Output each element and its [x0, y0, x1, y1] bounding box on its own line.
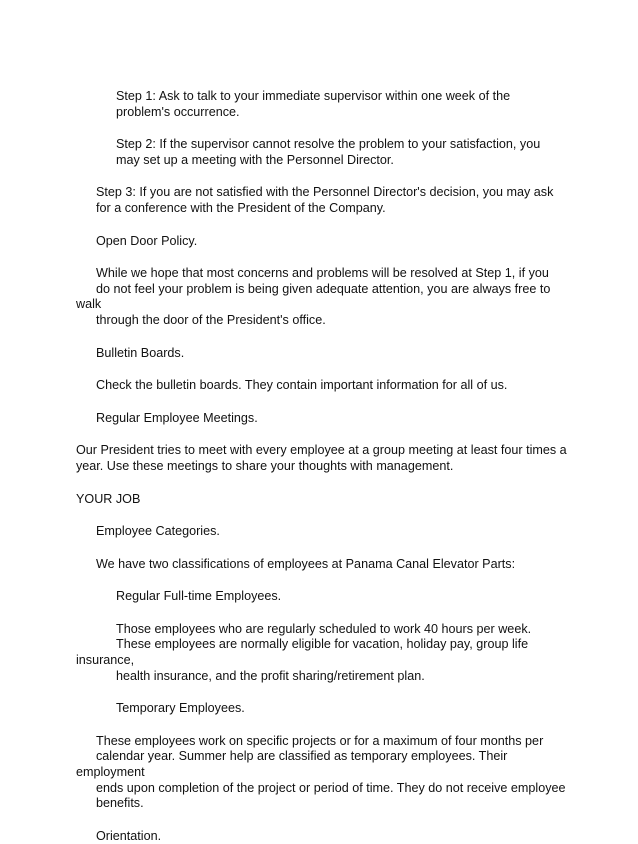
paragraph [76, 411, 578, 427]
paragraph [76, 234, 578, 250]
text-line: Temporary Employees. [116, 701, 245, 716]
text-line: benefits. [96, 796, 144, 811]
paragraph [76, 443, 578, 474]
text-line: Regular Employee Meetings. [96, 410, 258, 425]
text-line: Open Door Policy. [96, 233, 198, 248]
text-line: Our President tries to meet with every employee at a group meeting at least four times a [76, 443, 567, 458]
paragraph [76, 622, 578, 684]
paragraph [76, 137, 578, 168]
text-line: Orientation. [96, 828, 162, 843]
text-line: Step 1: Ask to talk to your immediate supervisor within one week of the [116, 89, 511, 103]
text-line: may set up a meeting with the Personnel Director. [116, 152, 394, 167]
paragraph [76, 492, 578, 508]
paragraph [76, 346, 578, 362]
text-line: do not feel your problem is being given adequate attention, you are always free to walk [76, 281, 551, 312]
text-line: We have two classifications of employees at Panama Canal Elevator Parts: [96, 556, 516, 571]
text-line: While we hope that most concerns and problems will be resolved at Step 1, if you [96, 266, 549, 281]
text-line: problem's occurrence. [116, 104, 240, 119]
paragraph [76, 701, 578, 717]
paragraph [76, 378, 578, 394]
text-line: Employee Categories. [96, 524, 220, 539]
text-line: Step 3: If you are not satisfied with the Personnel Director's decision, you may ask [96, 185, 554, 200]
paragraph [76, 185, 578, 216]
text-line: Step 2: If the supervisor cannot resolve the problem to your satisfaction, you [116, 137, 541, 152]
text-line: Bulletin Boards. [96, 345, 185, 360]
paragraph [76, 589, 578, 605]
paragraph [76, 89, 578, 120]
paragraph [76, 829, 578, 844]
document-body [76, 89, 578, 844]
text-line: Regular Full-time Employees. [116, 589, 282, 604]
text-line: Those employees who are regularly scheduled to work 40 hours per week. [116, 621, 532, 636]
text-line: for a conference with the President of the Company. [96, 200, 386, 215]
paragraph [76, 734, 578, 812]
text-line: These employees are normally eligible for vacation, holiday pay, group life insurance, [76, 637, 529, 668]
text-line: through the door of the President's office. [96, 312, 326, 327]
text-line: health insurance, and the profit sharing/retirement plan. [116, 668, 425, 683]
text-line: year. Use these meetings to share your thoughts with management. [76, 458, 454, 473]
text-line: Check the bulletin boards. They contain important information for all of us. [96, 378, 508, 393]
text-line: calendar year. Summer help are classified as temporary employees. Their employment [76, 749, 508, 780]
text-line: ends upon completion of the project or period of time. They do not receive employee [96, 780, 566, 795]
text-line: YOUR JOB [76, 491, 141, 506]
paragraph [76, 266, 578, 328]
paragraph [76, 524, 578, 540]
paragraph [76, 557, 578, 573]
text-line: These employees work on specific projects or for a maximum of four months per [96, 733, 544, 748]
